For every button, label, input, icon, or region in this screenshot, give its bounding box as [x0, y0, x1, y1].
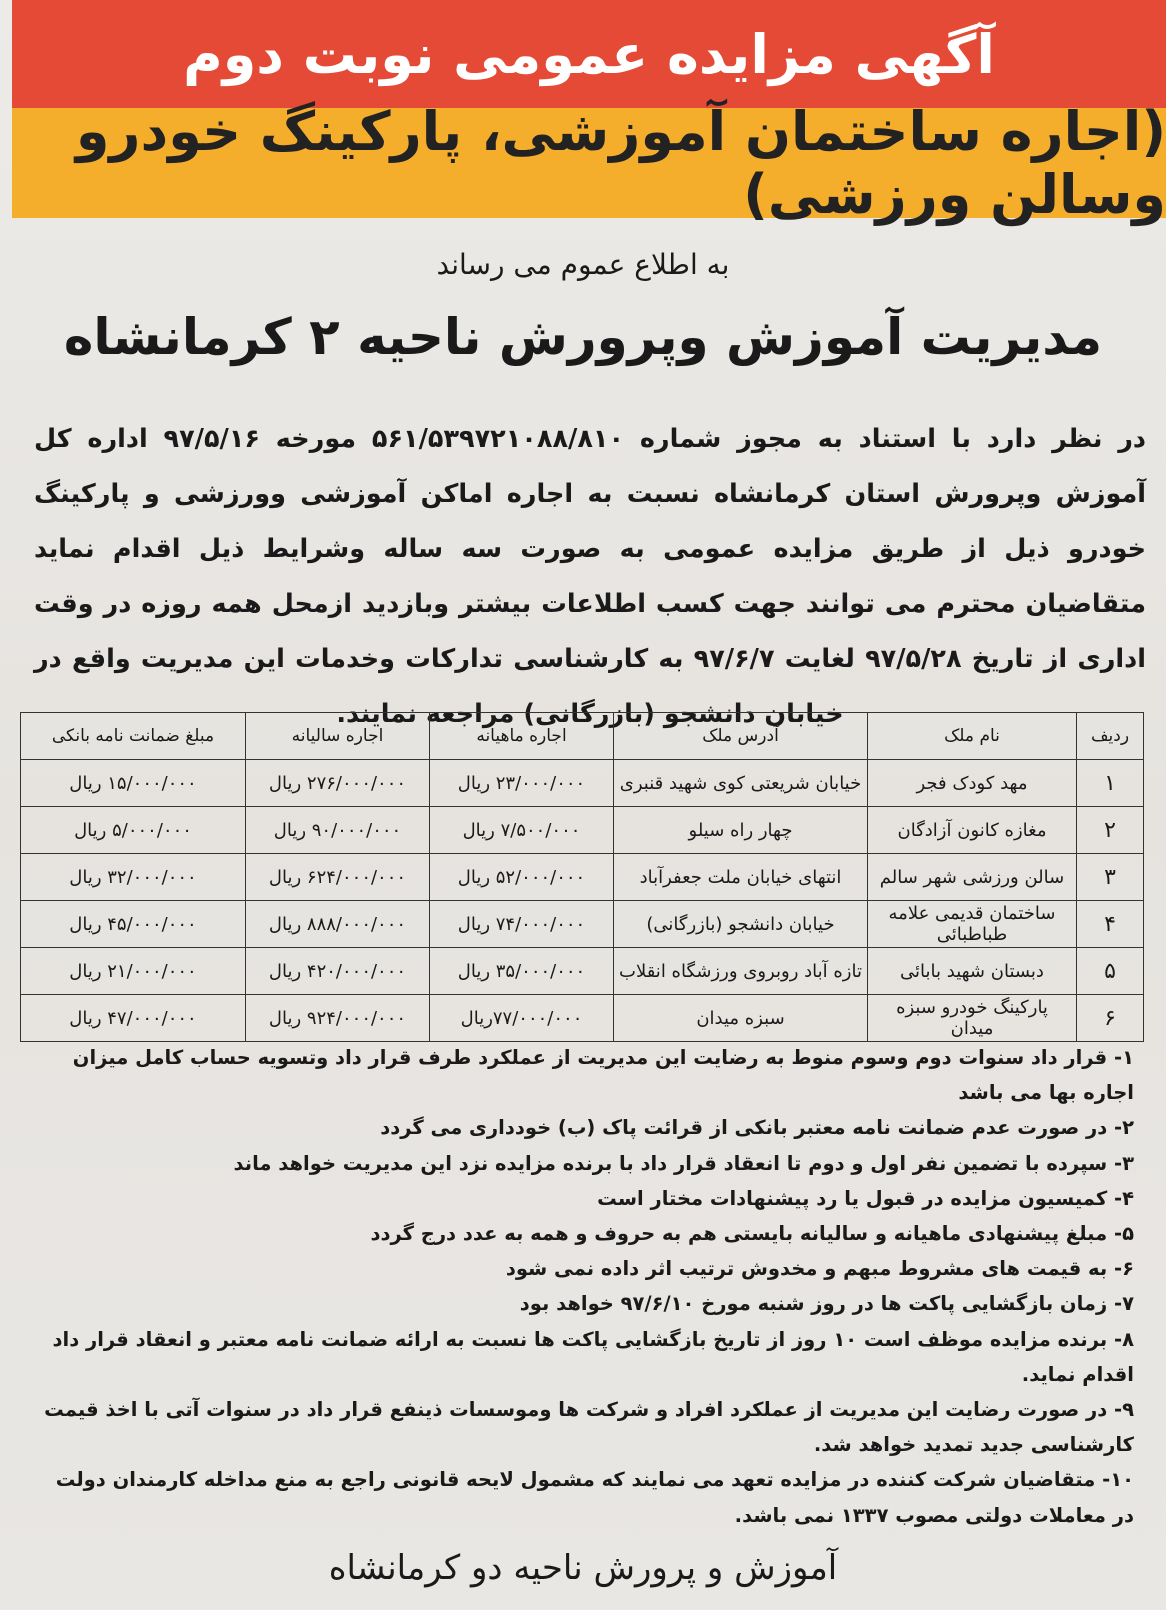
property-address: خیابان دانشجو (بازرگانی): [614, 901, 868, 948]
property-address: چهار راه سیلو: [614, 807, 868, 854]
annual-rent: ۹۰/۰۰۰/۰۰۰ ریال: [246, 807, 430, 854]
monthly-rent: ۷۷/۰۰۰/۰۰۰ریال: [430, 995, 614, 1042]
header-annual-rent: اجاره سالیانه: [246, 713, 430, 760]
notice-title: آگهی مزایده عمومی نوبت دوم: [183, 22, 995, 86]
property-name: مهد کودک فجر: [868, 760, 1077, 807]
annual-rent: ۴۲۰/۰۰۰/۰۰۰ ریال: [246, 948, 430, 995]
row-number: ۱: [1077, 760, 1144, 807]
header-guarantee-amount: مبلغ ضمانت نامه بانکی: [21, 713, 246, 760]
guarantee-amount: ۴۵/۰۰۰/۰۰۰ ریال: [21, 901, 246, 948]
row-number: ۳: [1077, 854, 1144, 901]
property-table: [20, 712, 1144, 1042]
table-header-row: [21, 713, 1144, 760]
property-name: پارکینگ خودرو سبزه میدان: [868, 995, 1077, 1042]
organization-name: مدیریت آموزش وپرورش ناحیه ۲ کرمانشاه: [63, 308, 1103, 366]
condition-item: ۲- در صورت عدم ضمانت نامه معتبر بانکی از قرائت پاک (ب) خودداری می گردد: [380, 1116, 1134, 1140]
header-row-number: ردیف: [1077, 713, 1144, 760]
condition-item: ۷- زمان بازگشایی پاکت ها در روز شنبه مورخ ۹۷/۶/۱۰ خواهد بود: [519, 1292, 1134, 1316]
monthly-rent: ۲۳/۰۰۰/۰۰۰ ریال: [430, 760, 614, 807]
condition-item: ۸- برنده مزایده موظف است ۱۰ روز از تاریخ بازگشایی پاکت ها نسبت به ارائه ضمانت نامه معتبر و انعقاد قرار داد اقدام نماید.: [52, 1327, 1134, 1386]
condition-item: ۶- به قیمت های مشروط مبهم و مخدوش ترتیب اثر داده نمی شود: [505, 1257, 1134, 1281]
guarantee-amount: ۱۵/۰۰۰/۰۰۰ ریال: [21, 760, 246, 807]
title-banner: [12, 0, 1166, 108]
monthly-rent: ۳۵/۰۰۰/۰۰۰ ریال: [430, 948, 614, 995]
conditions-list: [28, 1040, 1134, 1533]
subtitle-banner: [12, 100, 1166, 226]
property-address: خیابان شریعتی کوی شهید قنبری: [614, 760, 868, 807]
property-name: سالن ورزشی شهر سالم: [868, 854, 1077, 901]
table-row: [21, 901, 1144, 948]
row-number: ۴: [1077, 901, 1144, 948]
guarantee-amount: ۴۷/۰۰۰/۰۰۰ ریال: [21, 995, 246, 1042]
condition-item: ۹- در صورت رضایت این مدیریت از عملکرد افراد و شرکت ها وموسسات ذینفع قرار داد در سنوات آتی با اخذ قیمت کارشناسی جدید تمدید خواهد شد.: [44, 1398, 1134, 1457]
property-address: سبزه میدان: [614, 995, 868, 1042]
notice-subtitle: (اجاره ساختمان آموزشی، پارکینگ خودرو وسالن ورزشی): [75, 100, 1166, 226]
announce-line: به اطلاع عموم می رساند: [436, 248, 730, 281]
condition-item: ۱- قرار داد سنوات دوم وسوم منوط به رضایت این مدیریت از عملکرد طرف قرار داد وتسویه حساب کامل میزان اجاره بها می باشد: [72, 1046, 1134, 1105]
property-name: ساختمان قدیمی علامه طباطبائی: [868, 901, 1077, 948]
header-property-name: نام ملک: [868, 713, 1077, 760]
table-row: [21, 948, 1144, 995]
property-address: انتهای خیابان ملت جعفرآباد: [614, 854, 868, 901]
header-monthly-rent: اجاره ماهیانه: [430, 713, 614, 760]
condition-item: ۴- کمیسیون مزایده در قبول یا رد پیشنهادات مختار است: [597, 1186, 1134, 1210]
annual-rent: ۸۸۸/۰۰۰/۰۰۰ ریال: [246, 901, 430, 948]
monthly-rent: ۷۴/۰۰۰/۰۰۰ ریال: [430, 901, 614, 948]
property-name: دبستان شهید بابائی: [868, 948, 1077, 995]
footer-signature: آموزش و پرورش ناحیه دو کرمانشاه: [328, 1548, 838, 1588]
intro-paragraph: در نظر دارد با استناد به مجوز شماره ۵۶۱/۵۳۹۷۲۱۰۸۸/۸۱۰ مورخه ۹۷/۵/۱۶ اداره کل آموزش وپرورش استان کرمانشاه نسبت به اجاره اماکن آموزشی وورزشی و پارکینگ خودرو ذیل از طریق مزایده عمومی به صورت سه ساله وشرایط ذیل اقدام نماید متقاضیان محترم می توانند جهت کسب اطلاعات بیشتر وبازدید ازمحل همه روزه در وقت اداری از تاریخ ۹۷/۵/۲۸ لغایت ۹۷/۶/۷ به کارشناسی تدارکات وخدمات این مدیریت واقع در خیابان دانشجو (بازرگانی) مراجعه نمایند.: [34, 424, 1146, 729]
table-row: [21, 807, 1144, 854]
annual-rent: ۶۲۴/۰۰۰/۰۰۰ ریال: [246, 854, 430, 901]
monthly-rent: ۷/۵۰۰/۰۰۰ ریال: [430, 807, 614, 854]
table-row: [21, 995, 1144, 1042]
guarantee-amount: ۲۱/۰۰۰/۰۰۰ ریال: [21, 948, 246, 995]
annual-rent: ۲۷۶/۰۰۰/۰۰۰ ریال: [246, 760, 430, 807]
annual-rent: ۹۲۴/۰۰۰/۰۰۰ ریال: [246, 995, 430, 1042]
condition-item: ۳- سپرده با تضمین نفر اول و دوم تا انعقاد قرار داد با برنده مزایده نزد این مدیریت خواهد ماند: [233, 1151, 1134, 1175]
row-number: ۶: [1077, 995, 1144, 1042]
condition-item: ۱۰- متقاضیان شرکت کننده در مزایده تعهد می نمایند که مشمول لایحه قانونی راجع به منع مداخله کارمندان دولت در معاملات دولتی مصوب ۱۳۳۷ نمی باشد.: [55, 1468, 1134, 1527]
guarantee-amount: ۳۲/۰۰۰/۰۰۰ ریال: [21, 854, 246, 901]
table-row: [21, 854, 1144, 901]
header-property-address: آدرس ملک: [614, 713, 868, 760]
row-number: ۵: [1077, 948, 1144, 995]
property-address: تازه آباد روبروی ورزشگاه انقلاب: [614, 948, 868, 995]
property-name: مغازه کانون آزادگان: [868, 807, 1077, 854]
guarantee-amount: ۵/۰۰۰/۰۰۰ ریال: [21, 807, 246, 854]
monthly-rent: ۵۲/۰۰۰/۰۰۰ ریال: [430, 854, 614, 901]
condition-item: ۵- مبلغ پیشنهادی ماهیانه و سالیانه بایستی هم به حروف و همه به عدد درج گردد: [370, 1222, 1134, 1246]
table-row: [21, 760, 1144, 807]
row-number: ۲: [1077, 807, 1144, 854]
